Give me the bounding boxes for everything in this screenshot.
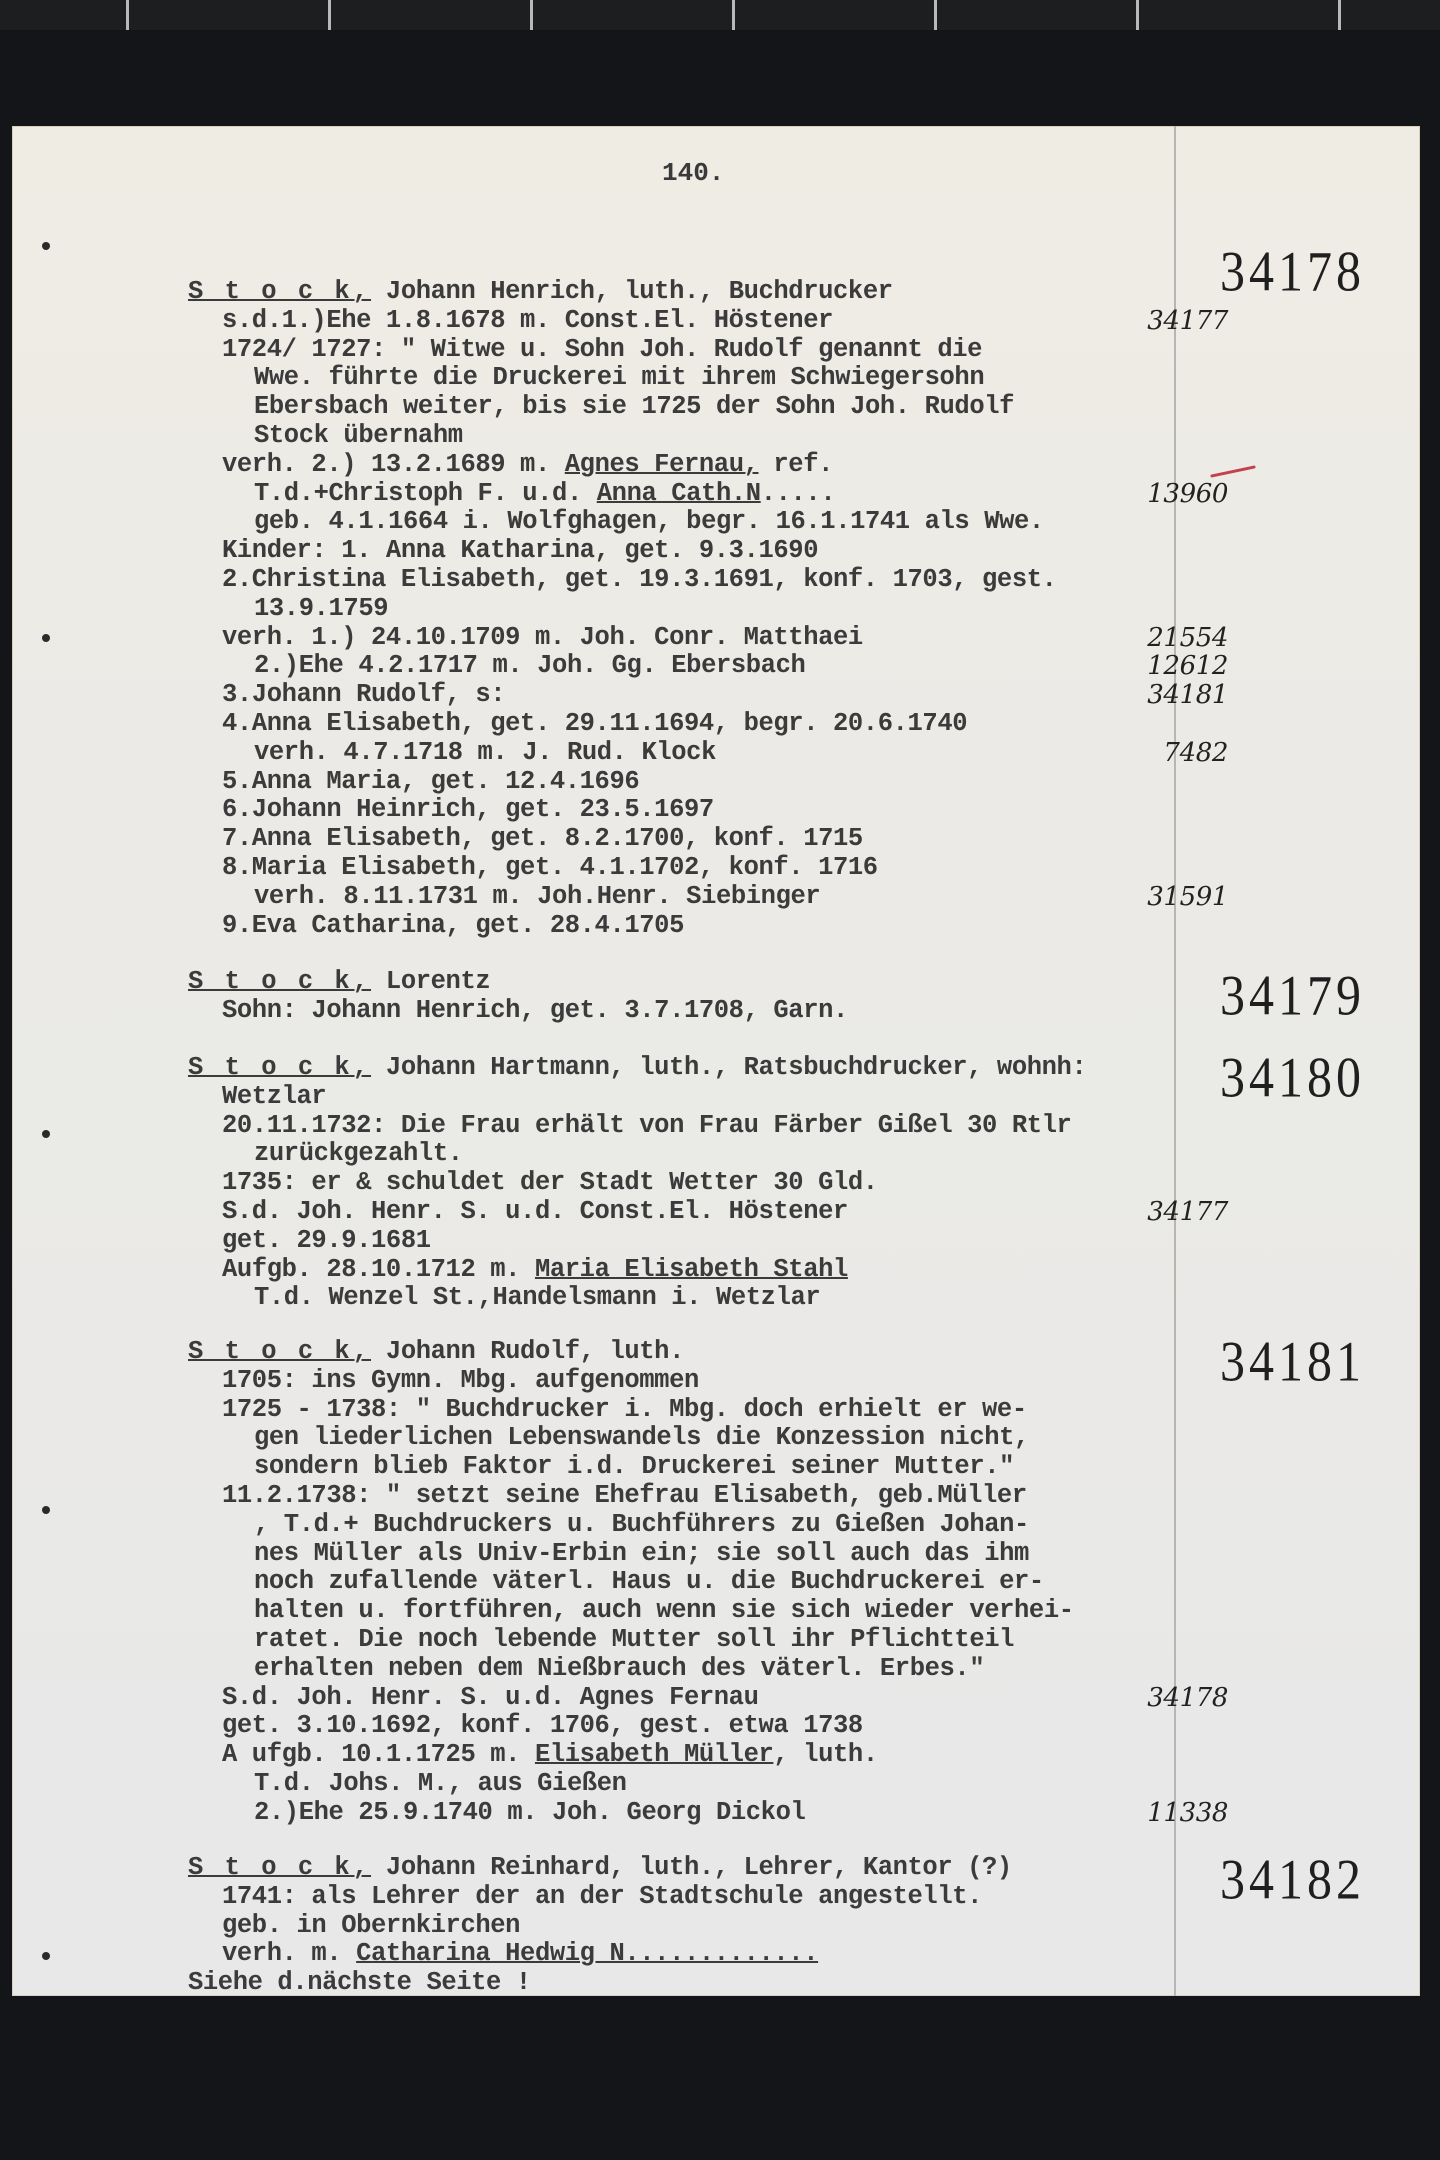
line-text: s.d.1.)Ehe 1.8.1678 m. Const.El. Höstener bbox=[222, 305, 834, 335]
entry-heading bbox=[188, 1854, 1228, 1883]
line-text: Sohn: Johann Henrich, get. 3.7.1708, Garn. bbox=[222, 995, 848, 1025]
entry-line bbox=[188, 422, 1228, 451]
entry-line bbox=[188, 624, 1228, 653]
page-number: 140. bbox=[662, 158, 725, 188]
entry-line bbox=[188, 768, 1228, 797]
line-text: get. 29.9.1681 bbox=[222, 1225, 431, 1255]
entry-number: 34179 bbox=[1220, 962, 1365, 1028]
line-text: 1705: ins Gymn. Mbg. aufgenommen bbox=[222, 1365, 699, 1395]
entry-line bbox=[188, 1256, 1228, 1285]
line-text: Stock übernahm bbox=[254, 420, 463, 450]
handwritten-reference: 7482 bbox=[1163, 737, 1228, 768]
entry-line bbox=[188, 1511, 1228, 1540]
line-text: Siehe d.nächste Seite ! bbox=[188, 1968, 531, 1998]
line-text: ratet. Die noch lebende Mutter soll ihr Pflichtteil bbox=[254, 1624, 1015, 1654]
line-text: Lorentz bbox=[371, 967, 491, 996]
line-text: 20.11.1732: Die Frau erhält von Frau Färber Gißel 30 Rtlr bbox=[222, 1110, 1072, 1140]
entry-line bbox=[188, 364, 1228, 393]
entry-line bbox=[188, 912, 1228, 941]
entry-line bbox=[188, 1655, 1228, 1684]
line-text: 1724/ 1727: " Witwe u. Sohn Joh. Rudolf genannt die bbox=[222, 334, 983, 364]
line-text: 6.Johann Heinrich, get. 23.5.1697 bbox=[222, 795, 714, 825]
ruler-tick bbox=[934, 0, 937, 30]
surname: S t o c k, bbox=[188, 1337, 372, 1366]
line-text: verh. 8.11.1731 m. Joh.Henr. Siebinger bbox=[254, 881, 821, 911]
handwritten-reference: 34177 bbox=[1147, 1196, 1228, 1227]
handwritten-reference: 34178 bbox=[1147, 1682, 1228, 1713]
entry-line bbox=[188, 508, 1228, 537]
entry-line bbox=[188, 1198, 1228, 1227]
underlined-name: Agnes Fernau, bbox=[564, 449, 759, 479]
surname: S t o c k, bbox=[188, 1053, 372, 1082]
line-text: 5.Anna Maria, get. 12.4.1696 bbox=[222, 766, 640, 796]
entry-line bbox=[188, 825, 1228, 854]
handwritten-reference: 34181 bbox=[1147, 680, 1228, 711]
entry-line bbox=[188, 393, 1228, 422]
entry-line bbox=[188, 739, 1228, 768]
entry-line bbox=[188, 1112, 1228, 1141]
ruler-tick bbox=[126, 0, 129, 30]
line-text: Kinder: 1. Anna Katharina, get. 9.3.1690 bbox=[222, 536, 819, 566]
entry-line bbox=[188, 1626, 1228, 1655]
line-text: verh. m. bbox=[222, 1939, 357, 1969]
punch-hole-mark bbox=[42, 242, 50, 250]
entry-line bbox=[188, 537, 1228, 566]
line-text: 13.9.1759 bbox=[254, 593, 389, 623]
line-text: halten u. fortführen, auch wenn sie sich wieder verhei- bbox=[254, 1596, 1074, 1626]
entry-line bbox=[188, 1799, 1228, 1828]
line-text: verh. 1.) 24.10.1709 m. Joh. Conr. Matthaei bbox=[222, 622, 863, 652]
line-text: verh. 4.7.1718 m. J. Rud. Klock bbox=[254, 737, 716, 767]
entry-heading bbox=[188, 968, 1228, 997]
line-text: verh. 2.) 13.2.1689 m. bbox=[222, 449, 565, 479]
ruler-tick bbox=[732, 0, 735, 30]
record-entry bbox=[188, 968, 1228, 1026]
entry-line bbox=[188, 1741, 1228, 1770]
line-text: 4.Anna Elisabeth, get. 29.11.1694, begr. 20.6.1740 bbox=[222, 708, 968, 738]
entry-line bbox=[188, 595, 1228, 624]
handwritten-reference: 11338 bbox=[1147, 1797, 1228, 1828]
record-entry bbox=[188, 1338, 1228, 1828]
line-text: 2.)Ehe 25.9.1740 m. Joh. Georg Dickol bbox=[254, 1797, 806, 1827]
surname: S t o c k, bbox=[188, 967, 372, 996]
line-text: Johann Rudolf, luth. bbox=[371, 1337, 684, 1366]
entry-heading bbox=[188, 278, 1228, 307]
line-text: erhalten neben dem Nießbrauch des väterl. Erbes." bbox=[254, 1653, 985, 1683]
entry-line bbox=[188, 1140, 1228, 1169]
entry-line bbox=[188, 796, 1228, 825]
line-text: 1735: er & schuldet der Stadt Wetter 30 Gld. bbox=[222, 1168, 878, 1198]
document-page bbox=[12, 126, 1420, 1996]
line-text: T.d. Johs. M., aus Gießen bbox=[254, 1768, 627, 1798]
record-entry bbox=[188, 278, 1228, 940]
ruler-tick bbox=[328, 0, 331, 30]
line-text: geb. 4.1.1664 i. Wolfghagen, begr. 16.1.1741 als Wwe. bbox=[254, 507, 1044, 537]
entry-line bbox=[188, 1912, 1228, 1941]
entry-line bbox=[188, 1482, 1228, 1511]
handwritten-reference: 21554 bbox=[1147, 622, 1228, 653]
line-text: 9.Eva Catharina, get. 28.4.1705 bbox=[222, 910, 684, 940]
entry-line bbox=[188, 1940, 1228, 1969]
line-text: , T.d.+ Buchdruckers u. Buchführers zu Gießen Johan- bbox=[254, 1509, 1029, 1539]
punch-hole-mark bbox=[42, 1506, 50, 1514]
entry-line bbox=[188, 1424, 1228, 1453]
underlined-name: Anna Cath.N bbox=[596, 478, 761, 508]
line-text: Aufgb. 28.10.1712 m. bbox=[222, 1254, 535, 1284]
line-text: get. 3.10.1692, konf. 1706, gest. etwa 1738 bbox=[222, 1711, 863, 1741]
line-text: Johann Hartmann, luth., Ratsbuchdrucker, wohnh: bbox=[371, 1053, 1087, 1082]
line-text: S.d. Joh. Henr. S. u.d. Agnes Fernau bbox=[222, 1682, 759, 1712]
line-text: geb. in Obernkirchen bbox=[222, 1910, 521, 1940]
entry-line bbox=[188, 1083, 1228, 1112]
handwritten-reference: 34177 bbox=[1147, 305, 1228, 336]
line-text: 11.2.1738: " setzt seine Ehefrau Elisabeth, geb.Müller bbox=[222, 1480, 1027, 1510]
line-text: S.d. Joh. Henr. S. u.d. Const.El. Höstener bbox=[222, 1196, 848, 1226]
entry-line bbox=[188, 566, 1228, 595]
entry-line bbox=[188, 1597, 1228, 1626]
entry-line bbox=[188, 1367, 1228, 1396]
underlined-name: Catharina Hedwig N............. bbox=[356, 1939, 819, 1969]
handwritten-reference: 13960 bbox=[1147, 478, 1228, 509]
entry-line bbox=[188, 710, 1228, 739]
line-text: 2.Christina Elisabeth, get. 19.3.1691, konf. 1703, gest. bbox=[222, 564, 1057, 594]
entry-line bbox=[188, 1770, 1228, 1799]
entry-line bbox=[188, 451, 1228, 480]
entry-line bbox=[188, 1396, 1228, 1425]
handwritten-reference: 12612 bbox=[1147, 651, 1228, 682]
punch-hole-mark bbox=[42, 1952, 50, 1960]
scanner-top-strip bbox=[0, 0, 1440, 30]
handwritten-reference: 31591 bbox=[1147, 881, 1228, 912]
entry-number: 34178 bbox=[1220, 238, 1365, 304]
line-text: 1725 - 1738: " Buchdrucker i. Mbg. doch erhielt er we- bbox=[222, 1394, 1027, 1424]
line-text: 1741: als Lehrer der an der Stadtschule angestellt. bbox=[222, 1881, 983, 1911]
entry-line bbox=[188, 997, 1228, 1026]
entry-line bbox=[188, 1568, 1228, 1597]
entry-line bbox=[188, 480, 1228, 509]
entry-line bbox=[188, 652, 1228, 681]
underlined-name: Maria Elisabeth Stahl bbox=[534, 1254, 848, 1284]
line-text: 7.Anna Elisabeth, get. 8.2.1700, konf. 1715 bbox=[222, 824, 863, 854]
line-text: 3.Johann Rudolf, s: bbox=[222, 680, 506, 710]
entry-line bbox=[188, 1969, 1228, 1998]
line-text: noch zufallende väterl. Haus u. die Buchdruckerei er- bbox=[254, 1567, 1044, 1597]
ruler-tick bbox=[1338, 0, 1341, 30]
ruler-tick bbox=[1136, 0, 1139, 30]
line-text: nes Müller als Univ-Erbin ein; sie soll auch das ihm bbox=[254, 1538, 1029, 1568]
entry-heading bbox=[188, 1054, 1228, 1083]
entry-heading bbox=[188, 1338, 1228, 1367]
entry-line bbox=[188, 1284, 1228, 1313]
entry-number: 34182 bbox=[1220, 1846, 1365, 1912]
line-text: gen liederlichen Lebenswandels die Konzession nicht, bbox=[254, 1423, 1029, 1453]
line-text: Wwe. führte die Druckerei mit ihrem Schwiegersohn bbox=[254, 363, 985, 393]
record-entry bbox=[188, 1054, 1228, 1313]
entry-line bbox=[188, 854, 1228, 883]
entry-number: 34180 bbox=[1220, 1044, 1365, 1110]
line-text: Ebersbach weiter, bis sie 1725 der Sohn Joh. Rudolf bbox=[254, 392, 1015, 422]
entry-line bbox=[188, 681, 1228, 710]
line-text: 2.)Ehe 4.2.1717 m. Joh. Gg. Ebersbach bbox=[254, 651, 806, 681]
line-text: 8.Maria Elisabeth, get. 4.1.1702, konf. 1716 bbox=[222, 852, 878, 882]
entry-line bbox=[188, 1684, 1228, 1713]
entry-line bbox=[188, 1540, 1228, 1569]
line-text: A ufgb. 10.1.1725 m. bbox=[222, 1740, 535, 1770]
line-text: ..... bbox=[760, 478, 836, 508]
line-text: , luth. bbox=[773, 1740, 878, 1770]
entry-line bbox=[188, 1169, 1228, 1198]
ruler-tick bbox=[530, 0, 533, 30]
entry-line bbox=[188, 1883, 1228, 1912]
line-text: ref. bbox=[758, 449, 834, 479]
surname: S t o c k, bbox=[188, 1853, 372, 1882]
entry-number: 34181 bbox=[1220, 1328, 1365, 1394]
line-text: Wetzlar bbox=[222, 1081, 327, 1111]
entry-line bbox=[188, 1227, 1228, 1256]
entry-line bbox=[188, 336, 1228, 365]
entry-line bbox=[188, 1712, 1228, 1741]
entry-line bbox=[188, 1453, 1228, 1482]
entry-line bbox=[188, 307, 1228, 336]
line-text: Johann Henrich, luth., Buchdrucker bbox=[371, 277, 893, 306]
underlined-name: Elisabeth Müller bbox=[534, 1740, 774, 1770]
line-text: zurückgezahlt. bbox=[254, 1139, 463, 1169]
line-text: T.d. Wenzel St.,Handelsmann i. Wetzlar bbox=[254, 1283, 821, 1313]
record-entry bbox=[188, 1854, 1228, 1998]
entry-line bbox=[188, 883, 1228, 912]
line-text: sondern blieb Faktor i.d. Druckerei seiner Mutter." bbox=[254, 1452, 1015, 1482]
line-text: T.d.+Christoph F. u.d. bbox=[254, 478, 597, 508]
surname: S t o c k, bbox=[188, 277, 372, 306]
line-text: Johann Reinhard, luth., Lehrer, Kantor (?) bbox=[371, 1853, 1012, 1882]
punch-hole-mark bbox=[42, 1130, 50, 1138]
punch-hole-mark bbox=[42, 634, 50, 642]
